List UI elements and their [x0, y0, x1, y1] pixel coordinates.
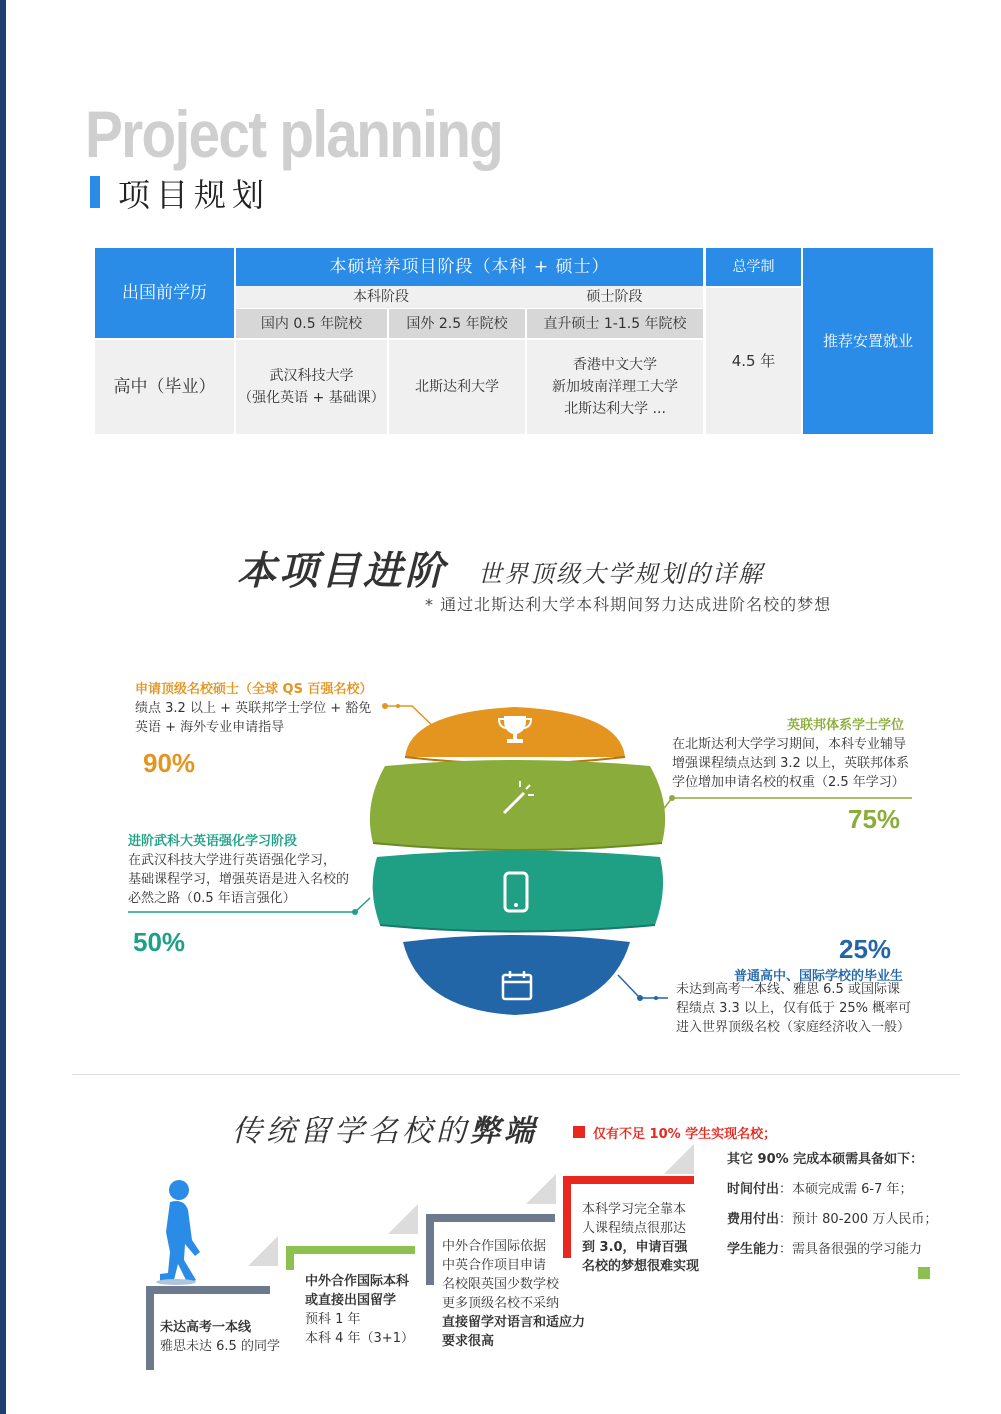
sub-col-1: 国内 0.5 年院校 — [236, 309, 387, 338]
note-1-title: 申请顶级名校硕士（全球 QS 百强名校） — [135, 682, 373, 697]
note-4-line: 未达到高考一本线、雅思 6.5 或国际课 — [676, 982, 900, 997]
chinese-title: 项目规划 — [118, 176, 271, 214]
step-4-corner — [664, 1144, 694, 1174]
layer-third — [373, 851, 663, 932]
step-2-corner — [388, 1204, 418, 1234]
note-4-body — [676, 980, 911, 1037]
step-2-line-text: 预科 1 年 — [305, 1312, 361, 1327]
drawbacks-title-bold: 弊端 — [470, 1114, 538, 1149]
step-3-line-text: 名校限英国少数学校 — [442, 1277, 560, 1292]
note-1-body — [135, 699, 371, 737]
cell-3-line2: 新加坡南洋理工大学 — [552, 379, 678, 395]
note-3-percent: 50% — [133, 927, 186, 957]
cell-1-line1: 武汉科技大学 — [269, 368, 354, 384]
step-1-line-text: 未达高考一本线 — [160, 1320, 252, 1335]
note-1-line: 绩点 3.2 以上 + 英联邦学士学位 + 豁免 — [135, 701, 372, 716]
step-4-line-text: 名校的梦想很难实现 — [582, 1259, 700, 1274]
layer-second — [370, 760, 665, 850]
cell-3-line1: 香港中文大学 — [573, 357, 657, 373]
green-square — [918, 1267, 930, 1279]
note-4-line: 进入世界顶级名校（家庭经济收入一般） — [676, 1020, 911, 1035]
note-3-line: 必然之路（0.5 年语言强化） — [128, 891, 296, 906]
stage-header: 本硕培养项目阶段（本科 + 硕士） — [236, 248, 703, 286]
row-label: 高中（毕业） — [95, 340, 234, 434]
note-3-title: 进阶武科大英语强化学习阶段 — [128, 834, 298, 849]
time-value: ：本硕完成需 6-7 年； — [779, 1182, 913, 1197]
note-2-percent: 75% — [848, 804, 901, 834]
step-4-line-text: 人课程绩点很那达 — [582, 1221, 687, 1236]
step-1-text — [160, 1318, 280, 1356]
drawbacks-title-normal: 传统留学名校的 — [232, 1114, 470, 1149]
note-2-line: 在北斯达利大学学习期间，本科专业辅导 — [672, 737, 907, 752]
note-4-title: 普通高中、国际学校的毕业生 — [734, 969, 904, 984]
cost-label: 费用付出 — [727, 1212, 780, 1227]
note-2-title: 英联邦体系学士学位 — [787, 718, 905, 733]
bachelor-stage: 本科阶段 — [236, 286, 526, 308]
note-2-line: 增强课程绩点达到 3.2 以上，英联邦体系 — [672, 756, 909, 771]
step-3-line-text: 要求很高 — [442, 1334, 495, 1349]
sub-col-3: 直升硕士 1-1.5 年院校 — [527, 309, 703, 338]
step-3-line-text: 直接留学对语言和适应力 — [442, 1315, 586, 1330]
advance-title-sub: 世界顶级大学规划的详解 — [478, 560, 764, 588]
step-4-text — [582, 1200, 699, 1276]
ability-label: 学生能力 — [727, 1242, 780, 1257]
step-2-line — [290, 1250, 415, 1270]
col-pre-header: 出国前学历 — [95, 248, 234, 338]
step-3-corner — [526, 1174, 556, 1204]
connector-blue — [618, 975, 668, 998]
step-3-line-text: 更多顶级名校不采纳 — [442, 1296, 560, 1311]
time-item — [727, 1175, 937, 1205]
total-header: 总学制 — [706, 248, 801, 286]
advance-title: 本项目进阶 — [237, 549, 448, 594]
note-2-line: 学位增加申请名校的权重（2.5 年学习） — [672, 775, 905, 790]
time-label: 时间付出 — [727, 1182, 780, 1197]
note-1-line: 英语 + 海外专业申请指导 — [135, 720, 285, 735]
step-1-line-text: 雅思未达 6.5 的同学 — [160, 1339, 280, 1354]
requirements-title: 其它 90% 完成本硕需具备如下： — [727, 1152, 924, 1167]
master-stage: 硕士阶段 — [526, 286, 703, 308]
cost-item — [727, 1205, 937, 1235]
section-divider — [72, 1074, 960, 1075]
step-2-line-text: 中外合作国际本科 — [305, 1274, 410, 1289]
step-4-line-text: 本科学习完全靠本 — [582, 1202, 687, 1217]
ability-value: ：需具备很强的学习能力 — [779, 1242, 923, 1257]
highlight-text: 仅有不足 10% 学生实现名校； — [593, 1127, 777, 1142]
step-4-line-text: 到 3.0，申请百强 — [582, 1240, 688, 1255]
note-3-body — [128, 851, 349, 908]
cost-value: ：预计 80-200 万人民币； — [779, 1212, 938, 1227]
note-4-percent: 25% — [839, 934, 892, 964]
step-3-text — [442, 1237, 585, 1351]
cell-1-line2: （强化英语 + 基础课） — [238, 390, 385, 406]
note-3-line: 基础课程学习，增强英语是进入名校的 — [128, 872, 350, 887]
walking-person-icon — [156, 1180, 200, 1285]
red-square — [573, 1126, 585, 1138]
english-title: Project planning — [85, 97, 503, 171]
step-3-line-text: 中英合作项目申请 — [442, 1258, 547, 1273]
ability-item — [727, 1235, 937, 1265]
sub-col-2: 国外 2.5 年院校 — [389, 309, 525, 338]
step-1-corner — [248, 1236, 278, 1266]
cell-2: 北斯达利大学 — [389, 340, 525, 434]
step-2-text — [305, 1272, 414, 1348]
advance-subtitle: * 通过北斯达利大学本科期间努力达成进阶名校的梦想 — [425, 595, 832, 614]
note-1-percent: 90% — [143, 748, 196, 778]
employment-cell: 推荐安置就业 — [803, 248, 933, 434]
step-2-line-text: 本科 4 年（3+1） — [305, 1331, 414, 1346]
requirements-list — [727, 1145, 937, 1265]
total-value: 4.5 年 — [706, 288, 801, 434]
step-2-line-text: 或直接出国留学 — [305, 1293, 397, 1308]
note-2-body — [672, 735, 909, 792]
cell-3-line3: 北斯达利大学 ... — [564, 401, 666, 417]
step-3-line-text: 中外合作国际依据 — [442, 1239, 547, 1254]
note-3-line: 在武汉科技大学进行英语强化学习， — [128, 853, 337, 868]
note-4-line: 程绩点 3.3 以上，仅有低于 25% 概率可 — [676, 1001, 912, 1016]
